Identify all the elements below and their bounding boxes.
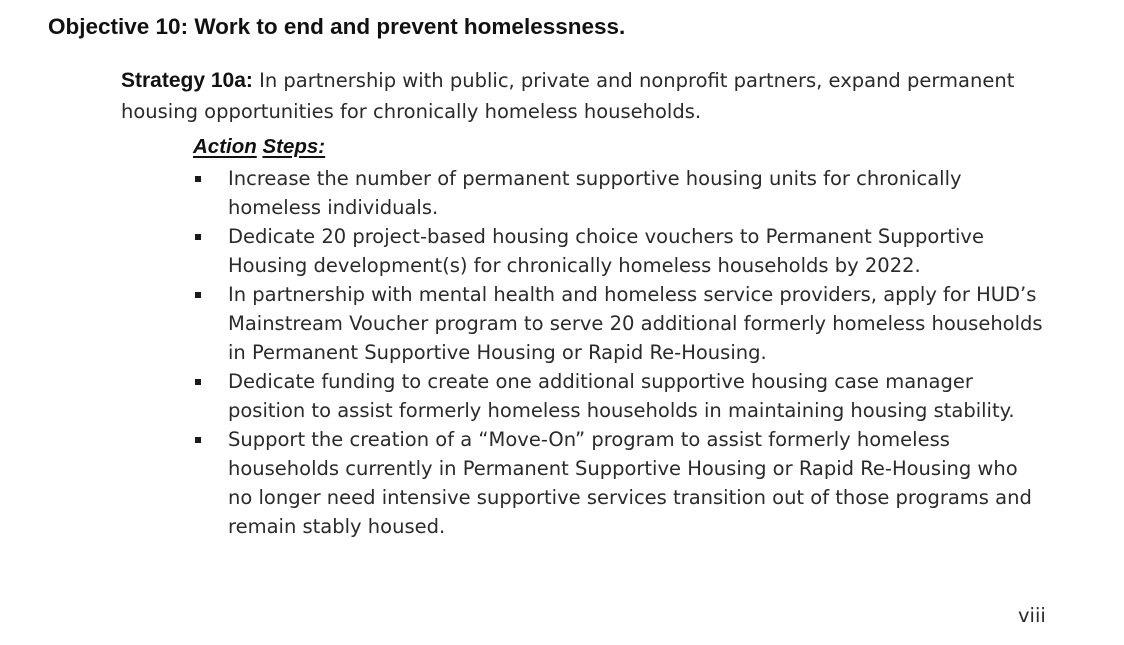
page-number: viii	[1018, 604, 1046, 627]
square-bullet-icon	[195, 292, 201, 298]
strategy-text: In partnership with public, private and nonprofit partners, expand permanent housing opportunities for chronically homeless households.	[121, 69, 1015, 123]
action-step-item	[0, 367, 1048, 425]
square-bullet-icon	[195, 379, 201, 385]
strategy-paragraph	[121, 65, 1021, 127]
square-bullet-icon	[195, 437, 201, 443]
objective-heading: Objective 10: Work to end and prevent homelessness.	[48, 14, 626, 39]
action-step-text: Increase the number of permanent supportive housing units for chronically homeless individuals.	[228, 167, 962, 219]
action-step-text: Dedicate 20 project-based housing choice vouchers to Permanent Supportive Housing development(s) for chronically homeless households by 2022.	[228, 225, 984, 277]
action-step-text: Dedicate funding to create one additional supportive housing case manager position to assist formerly homeless households in maintaining housing stability.	[228, 370, 1015, 422]
action-steps-list	[0, 164, 1124, 541]
action-steps-heading-word-1: Action	[193, 135, 257, 158]
action-step-item	[0, 222, 1048, 280]
action-step-item	[0, 280, 1048, 367]
action-steps-heading	[193, 133, 325, 161]
action-steps-heading-word-2: Steps:	[262, 135, 326, 158]
square-bullet-icon	[195, 234, 201, 240]
square-bullet-icon	[195, 176, 201, 182]
action-step-item	[0, 425, 1048, 541]
action-step-text: In partnership with mental health and homeless service providers, apply for HUD’s Mainstream Voucher program to serve 20 additional formerly homeless households in Permanent Supportive Housing or Rapid Re-Housing.	[228, 283, 1043, 364]
action-step-text: Support the creation of a “Move-On” program to assist formerly homeless households currently in Permanent Supportive Housing or Rapid Re-Housing who no longer need intensive supportive services transition out of those programs and remain stably housed.	[228, 428, 1032, 538]
action-step-item	[0, 164, 1048, 222]
strategy-label: Strategy 10a:	[121, 69, 253, 92]
